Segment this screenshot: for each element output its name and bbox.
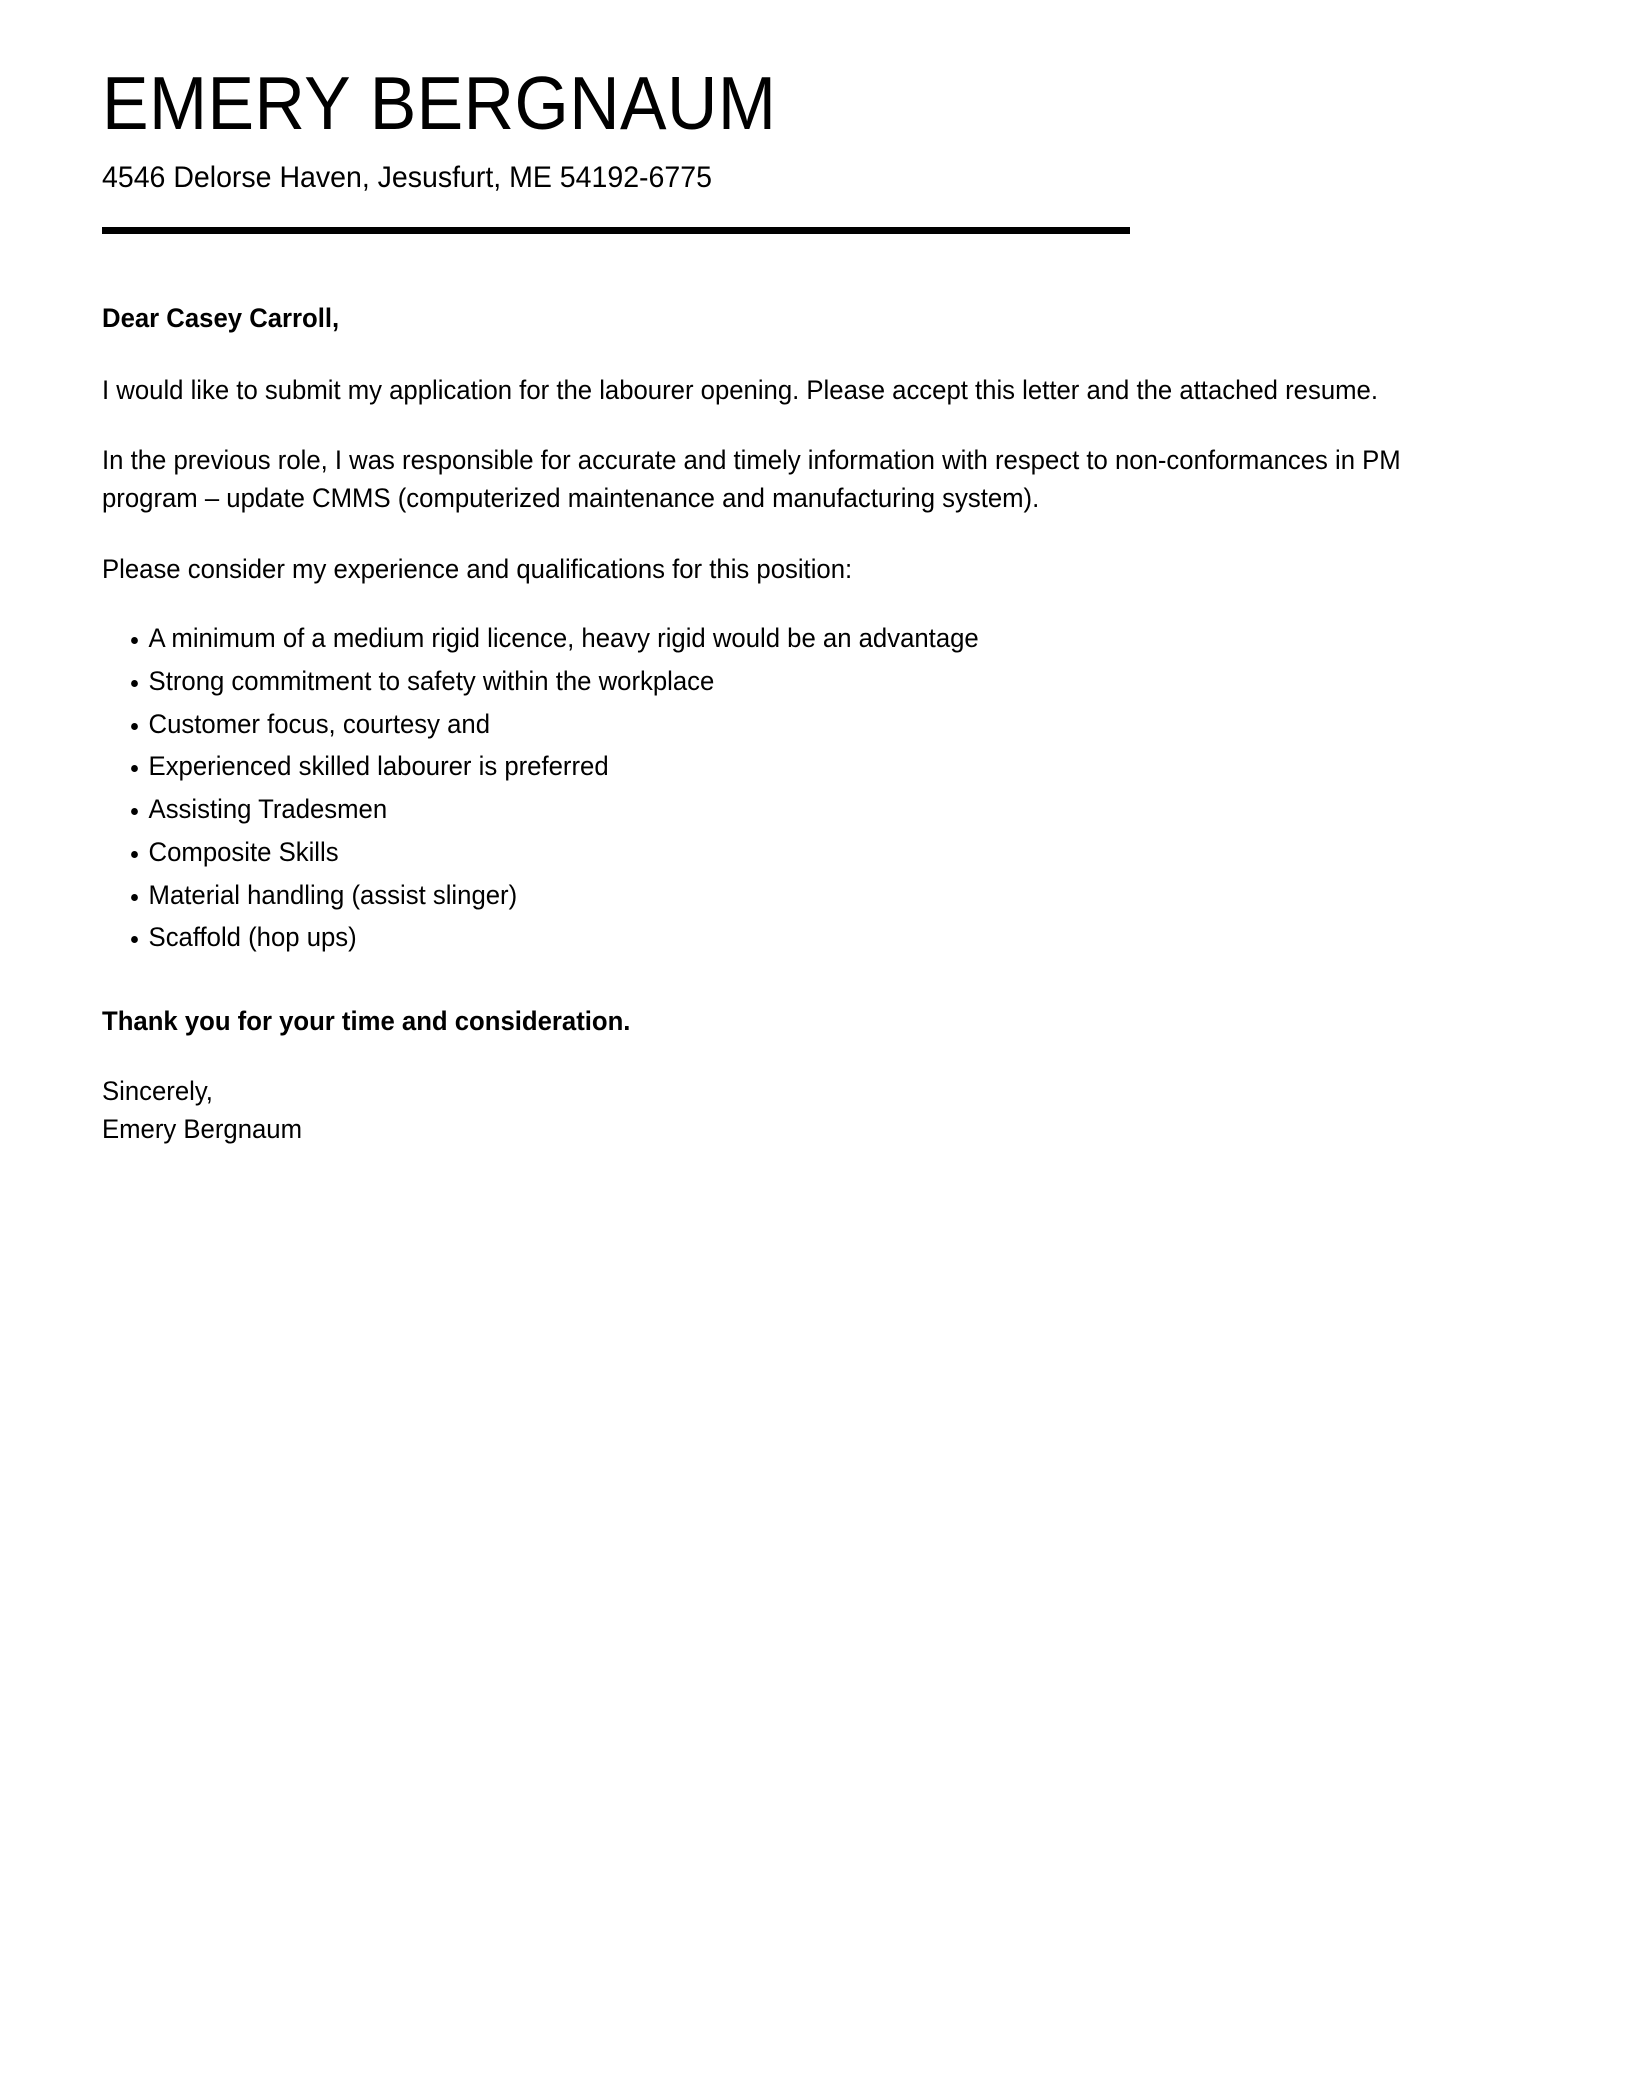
header-divider — [102, 227, 1130, 234]
list-item: A minimum of a medium rigid licence, heavy rigid would be an advantage — [102, 621, 1470, 656]
list-item: Assisting Tradesmen — [102, 792, 1470, 827]
list-item: Customer focus, courtesy and — [102, 707, 1470, 742]
list-item: Experienced skilled labourer is preferred — [102, 749, 1470, 784]
letter-body — [102, 300, 1512, 1148]
list-item: Scaffold (hop ups) — [102, 920, 1470, 955]
list-item: Material handling (assist slinger) — [102, 878, 1470, 913]
body-paragraph-2: In the previous role, I was responsible for accurate and timely information with respect to non-conformances in PM program – update CMMS (computerized maintenance and manufacturing system). — [102, 445, 1401, 513]
signoff-word: Sincerely, — [102, 1076, 213, 1107]
body-paragraph-3: Please consider my experience and qualifications for this position: — [102, 553, 853, 584]
candidate-address: 4546 Delorse Haven, Jesusfurt, ME 54192-6775 — [102, 161, 712, 194]
signoff-name: Emery Bergnaum — [102, 1113, 303, 1144]
page-title: EMERY BERGNAUM — [102, 61, 777, 145]
qualifications-list — [102, 621, 1470, 955]
list-item: Composite Skills — [102, 835, 1470, 870]
letter-content — [102, 0, 1512, 1148]
closing-thanks: Thank you for your time and consideration. — [102, 1005, 631, 1036]
list-item: Strong commitment to safety within the workplace — [102, 664, 1470, 699]
salutation: Dear Casey Carroll, — [102, 303, 340, 333]
body-paragraph-1: I would like to submit my application for the labourer opening. Please accept this letter and the attached resume. — [102, 374, 1378, 405]
signature-block — [102, 1073, 1470, 1148]
letterhead — [102, 0, 1512, 234]
